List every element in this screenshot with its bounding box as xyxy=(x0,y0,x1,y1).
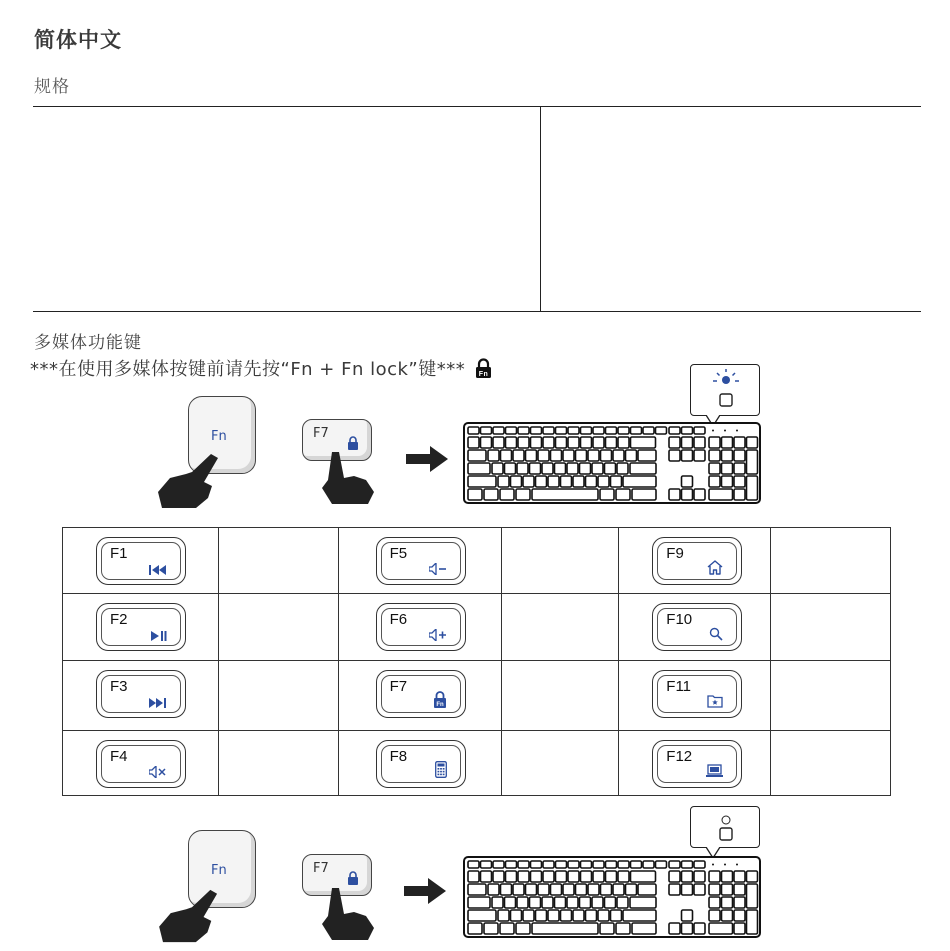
function-key-label: F1 xyxy=(110,545,128,562)
fn-lock-note-text: ***在使用多媒体按键前请先按“Fn + Fn lock”键*** xyxy=(30,359,466,380)
led-indicator-callout xyxy=(690,364,760,416)
function-key-label: F3 xyxy=(110,678,128,696)
function-description-cell xyxy=(502,528,619,594)
function-key-label: F2 xyxy=(110,611,128,629)
function-key-cell xyxy=(63,730,219,795)
function-description-cell xyxy=(502,661,619,730)
function-key-cell xyxy=(338,594,502,661)
function-description-cell xyxy=(218,594,338,661)
function-key-label: F6 xyxy=(389,611,408,629)
function-key-f1 xyxy=(96,537,186,585)
table-row xyxy=(63,528,891,594)
function-key-f4 xyxy=(96,740,186,788)
function-key-f5 xyxy=(376,537,466,585)
spec-table-divider xyxy=(540,106,541,312)
function-key-f8 xyxy=(376,740,466,788)
function-key-label: F12 xyxy=(666,747,693,765)
function-key-cell xyxy=(338,730,502,795)
function-key-cell xyxy=(338,528,502,594)
spec-heading: 规格 xyxy=(34,77,70,97)
lock-icon xyxy=(347,436,359,450)
function-description-cell xyxy=(218,528,338,594)
function-key-table xyxy=(62,527,891,796)
svg-text:Fn: Fn xyxy=(478,371,488,378)
multimedia-heading: 多媒体功能键 xyxy=(34,333,142,353)
function-description-cell xyxy=(218,661,338,730)
function-key-cell xyxy=(619,594,771,661)
function-description-cell xyxy=(502,594,619,661)
play-pause-icon xyxy=(151,631,167,641)
function-key-f9 xyxy=(652,537,742,585)
svg-text:Fn: Fn xyxy=(435,702,444,709)
function-key-cell xyxy=(619,730,771,795)
function-key-f12 xyxy=(652,740,742,788)
function-key-cell xyxy=(619,661,771,730)
home-icon xyxy=(707,560,723,575)
function-key-f7 xyxy=(376,670,466,718)
volume-up-icon xyxy=(429,629,447,641)
function-key-label: F7 xyxy=(389,678,408,696)
next-track-icon xyxy=(149,698,167,708)
function-key-cell xyxy=(619,528,771,594)
function-description-cell xyxy=(771,528,891,594)
led-indicator-callout xyxy=(690,806,760,848)
function-description-cell xyxy=(218,730,338,795)
lock-icon xyxy=(347,871,359,885)
pressing-hand-icon xyxy=(156,888,226,944)
table-row xyxy=(63,730,891,795)
function-key-label: F4 xyxy=(110,747,128,765)
led-on-icon xyxy=(709,369,743,411)
pressing-hand-icon xyxy=(156,452,226,510)
fn-lock-off-sequence xyxy=(150,800,770,950)
keyboard-illustration xyxy=(463,856,761,938)
fn-key-label: Fn xyxy=(211,863,227,878)
calculator-icon xyxy=(435,761,447,778)
function-description-cell xyxy=(771,730,891,795)
f7-key-label: F7 xyxy=(313,861,329,876)
pressing-hand-icon xyxy=(314,450,378,506)
keyboard-illustration xyxy=(463,422,761,504)
table-row xyxy=(63,594,891,661)
function-key-f10 xyxy=(652,603,742,651)
function-key-label: F10 xyxy=(666,611,693,629)
search-icon xyxy=(709,627,723,641)
function-key-cell xyxy=(63,528,219,594)
previous-track-icon xyxy=(149,565,167,575)
favorites-folder-icon xyxy=(707,694,723,708)
mute-icon xyxy=(149,766,167,778)
function-key-cell xyxy=(63,594,219,661)
function-key-f11 xyxy=(652,670,742,718)
fn-lock-icon xyxy=(433,691,447,708)
function-key-f2 xyxy=(96,603,186,651)
arrow-right-icon xyxy=(404,878,446,904)
function-key-f3 xyxy=(96,670,186,718)
pressing-hand-icon xyxy=(314,886,378,942)
fn-lock-on-sequence xyxy=(150,360,770,510)
computer-icon xyxy=(706,764,723,778)
function-key-f6 xyxy=(376,603,466,651)
function-key-cell xyxy=(338,661,502,730)
function-key-label: F5 xyxy=(389,545,408,562)
volume-down-icon xyxy=(429,563,447,575)
function-description-cell xyxy=(771,661,891,730)
function-key-label: F11 xyxy=(666,678,692,696)
function-key-label: F8 xyxy=(389,747,408,765)
fn-key-label: Fn xyxy=(211,429,227,444)
arrow-right-icon xyxy=(406,446,448,472)
spec-table xyxy=(33,106,921,312)
led-off-icon xyxy=(709,811,743,845)
language-title: 简体中文 xyxy=(34,28,122,52)
function-description-cell xyxy=(771,594,891,661)
function-key-label: F9 xyxy=(666,545,684,562)
table-row xyxy=(63,661,891,730)
function-description-cell xyxy=(502,730,619,795)
f7-key-label: F7 xyxy=(313,426,329,441)
function-key-cell xyxy=(63,661,219,730)
